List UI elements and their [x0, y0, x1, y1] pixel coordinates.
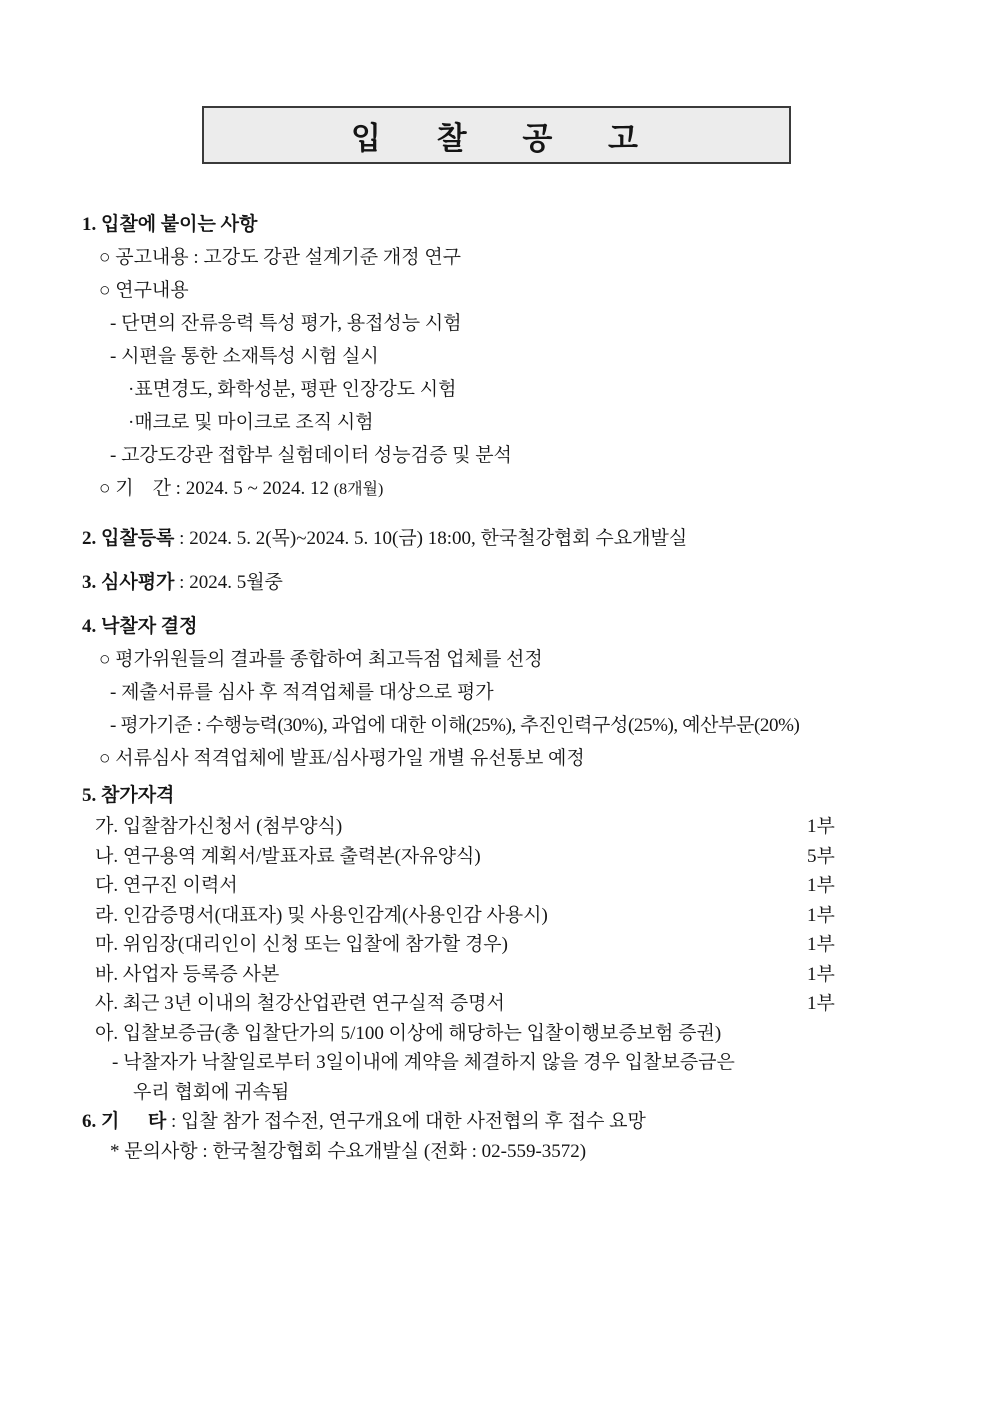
doc-text: 아. 입찰보증금(총 입찰단가의 5/100 이상에 해당하는 입찰이행보증보험 증권) — [95, 1022, 722, 1044]
section2-sep: : — [174, 528, 190, 549]
doc-row — [95, 871, 914, 901]
section6-sep: : — [166, 1111, 181, 1132]
section1-dash3-line: - 고강도강관 접합부 실험데이터 성능검증 및 분석 — [110, 445, 512, 466]
title-box — [202, 106, 791, 164]
section4-item1-line: ○ 평가위원들의 결과를 종합하여 최고득점 업체를 선정 — [99, 649, 543, 670]
doc-text: 라. 인감증명서(대표자) 및 사용인감계(사용인감 사용시) — [95, 904, 548, 926]
doc-count: 1부 — [807, 904, 835, 926]
doc-count: 1부 — [807, 963, 835, 985]
doc-text: 나. 연구용역 계획서/발표자료 출력본(자유양식) — [95, 845, 481, 867]
section2-value: 2024. 5. 2(목)~2024. 5. 10(금) 18:00, 한국철강협회 수요개발실 — [189, 528, 688, 549]
document-body — [0, 208, 992, 1166]
section4-item3-line: - 평가기준 : 수행능력(30%), 과업에 대한 이해(25%), 추진인력구성(25%), 예산부문(20%) — [110, 715, 800, 736]
doc-count: 1부 — [807, 934, 835, 955]
section1-dash2-line: - 시편을 통한 소재특성 시험 실시 — [110, 346, 379, 367]
doc-text: 사. 최근 3년 이내의 철강산업관련 연구실적 증명서 — [95, 993, 505, 1014]
section1-period-line — [82, 472, 914, 506]
section4-item4-line: ○ 서류심사 적격업체에 발표/심사평가일 개별 유선통보 예정 — [99, 748, 585, 769]
section3-line — [82, 566, 914, 599]
doc-count: 1부 — [807, 816, 835, 837]
doc-text: 마. 위임장(대리인이 신청 또는 입찰에 참가할 경우) — [95, 934, 508, 955]
doc-row — [95, 960, 914, 990]
doc-row — [95, 989, 914, 1019]
section6-label: 6. 기 타 — [82, 1111, 167, 1132]
section4-heading: 4. 낙찰자 결정 — [82, 616, 198, 637]
section6-line — [82, 1107, 914, 1137]
deposit-note-line2: 우리 협회에 귀속됨 — [133, 1081, 290, 1103]
doc-count: 5부 — [807, 845, 835, 867]
doc-row — [95, 812, 914, 842]
deposit-note-line1: - 낙찰자가 낙찰일로부터 3일이내에 계약을 체결하지 않을 경우 입찰보증금은 — [112, 1052, 735, 1073]
section1-dot1-line: ·표면경도, 화학성분, 평판 인장강도 시험 — [128, 379, 457, 400]
section1-research-line: ○ 연구내용 — [99, 280, 189, 301]
section1-dot2-line: ·매크로 및 마이크로 조직 시험 — [128, 412, 374, 433]
period-text: ○ 기 간 : 2024. 5 ~ 2024. 12 — [99, 478, 334, 499]
section6-value: 입찰 참가 접수전, 연구개요에 대한 사전협의 후 접수 요망 — [181, 1111, 646, 1132]
section5-heading: 5. 참가자격 — [82, 785, 175, 806]
section3-value: 2024. 5월중 — [189, 572, 283, 593]
section2-label: 2. 입찰등록 — [82, 528, 175, 549]
section3-sep: : — [174, 572, 190, 593]
doc-text: 바. 사업자 등록증 사본 — [95, 963, 280, 985]
doc-row — [95, 1019, 914, 1049]
doc-text: 다. 연구진 이력서 — [95, 875, 238, 896]
section2-line — [82, 522, 914, 555]
section1-dash1-line: - 단면의 잔류응력 특성 평가, 용접성능 시험 — [110, 313, 462, 334]
doc-count: 1부 — [807, 993, 835, 1014]
period-note: (8개월) — [333, 481, 384, 498]
section3-label: 3. 심사평가 — [82, 572, 175, 593]
doc-row — [95, 930, 914, 960]
doc-text: 가. 입찰참가신청서 (첨부양식) — [95, 816, 343, 837]
page-title: 입 찰 공 고 — [350, 120, 642, 156]
doc-row — [95, 842, 914, 872]
doc-row — [95, 901, 914, 931]
section4-item2-line: - 제출서류를 심사 후 적격업체를 대상으로 평가 — [110, 682, 494, 703]
qualification-doc-list — [95, 812, 914, 1107]
doc-count: 1부 — [807, 875, 835, 896]
section1-heading: 1. 입찰에 붙이는 사항 — [82, 214, 258, 235]
section1-notice-line: ○ 공고내용 : 고강도 강관 설계기준 개정 연구 — [99, 247, 462, 268]
contact-line: * 문의사항 : 한국철강협회 수요개발실 (전화 : 02-559-3572) — [110, 1140, 587, 1162]
